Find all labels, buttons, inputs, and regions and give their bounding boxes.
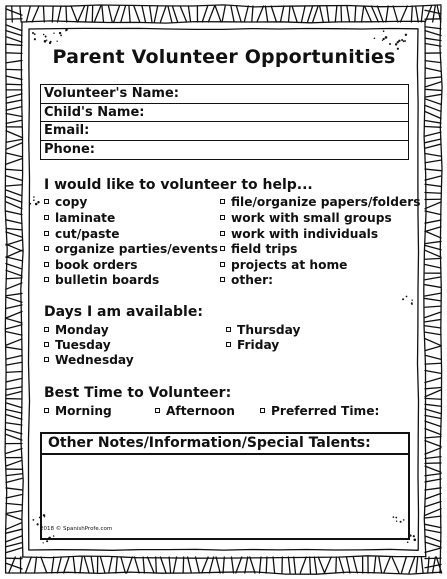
checkbox[interactable] — [44, 408, 49, 413]
checkbox[interactable] — [226, 342, 231, 347]
copyright-text: 2018 © SpanishProfe.com — [40, 526, 113, 532]
day-option-monday[interactable]: Monday — [44, 323, 109, 338]
notes-heading: Other Notes/Information/Special Talents: — [42, 434, 408, 455]
days-heading: Days I am available: — [44, 304, 203, 320]
checkbox[interactable] — [44, 357, 49, 362]
day-option-tuesday[interactable]: Tuesday — [44, 338, 111, 353]
checkbox[interactable] — [220, 246, 225, 251]
help-option-laminate[interactable]: laminate — [44, 211, 115, 226]
child-name-field[interactable]: Child's Name: — [41, 104, 408, 123]
help-option-small-groups[interactable]: work with small groups — [220, 211, 392, 226]
checkbox[interactable] — [44, 327, 49, 332]
help-option-copy[interactable]: copy — [44, 195, 87, 210]
checkbox[interactable] — [44, 246, 49, 251]
help-option-parties[interactable]: organize parties/events — [44, 242, 218, 257]
checkbox[interactable] — [220, 215, 225, 220]
time-option-morning[interactable]: Morning — [44, 404, 112, 419]
checkbox[interactable] — [220, 262, 225, 267]
help-option-field-trips[interactable]: field trips — [220, 242, 297, 257]
help-option-other[interactable]: other: — [220, 273, 273, 288]
help-option-projects-home[interactable]: projects at home — [220, 258, 347, 273]
checkbox[interactable] — [220, 277, 225, 282]
day-option-friday[interactable]: Friday — [226, 338, 279, 353]
checkbox[interactable] — [44, 231, 49, 236]
volunteer-name-field[interactable]: Volunteer's Name: — [41, 85, 408, 104]
checkbox[interactable] — [44, 342, 49, 347]
day-option-wednesday[interactable]: Wednesday — [44, 353, 134, 368]
checkbox[interactable] — [155, 408, 160, 413]
worksheet-page — [30, 30, 421, 548]
page-title: Parent Volunteer Opportunities — [52, 46, 396, 68]
help-option-bulletin-boards[interactable]: bulletin boards — [44, 273, 159, 288]
help-option-cut-paste[interactable]: cut/paste — [44, 227, 119, 242]
help-option-file-organize[interactable]: file/organize papers/folders — [220, 195, 420, 210]
help-option-individuals[interactable]: work with individuals — [220, 227, 378, 242]
help-option-book-orders[interactable]: book orders — [44, 258, 137, 273]
checkbox[interactable] — [226, 327, 231, 332]
email-field[interactable]: Email: — [41, 122, 408, 141]
day-option-thursday[interactable]: Thursday — [226, 323, 300, 338]
checkbox[interactable] — [44, 277, 49, 282]
checkbox[interactable] — [220, 199, 225, 204]
checkbox[interactable] — [44, 199, 49, 204]
checkbox[interactable] — [44, 215, 49, 220]
phone-field[interactable]: Phone: — [44, 141, 95, 157]
checkbox[interactable] — [220, 231, 225, 236]
time-option-afternoon[interactable]: Afternoon — [155, 404, 235, 419]
checkbox[interactable] — [44, 262, 49, 267]
time-option-preferred[interactable]: Preferred Time: — [260, 404, 379, 419]
best-time-heading: Best Time to Volunteer: — [44, 385, 232, 401]
notes-box[interactable] — [40, 432, 410, 540]
help-heading: I would like to volunteer to help... — [44, 177, 313, 193]
checkbox[interactable] — [260, 408, 265, 413]
contact-info-box — [40, 84, 409, 160]
